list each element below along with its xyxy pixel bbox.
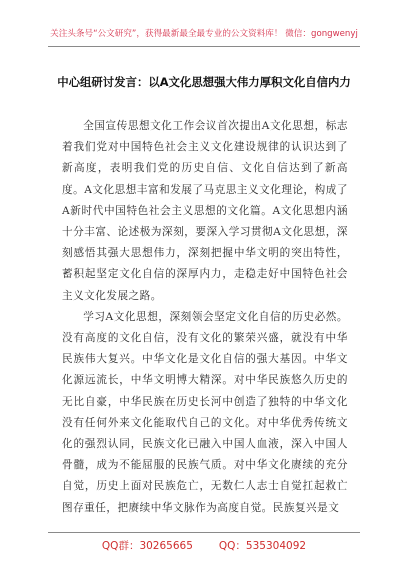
header-notice: 关注头条号“公文研究”，获得最新最全最专业的公文资料库！ 微信：gongwenyj — [50, 29, 358, 39]
footer-contact — [0, 538, 408, 553]
footer-qq-group: QQ群：30265665 — [101, 540, 193, 552]
body-paragraph: 学习A文化思想，深刻领会坚定文化自信的历史必然。没有高度的文化自信，没有文化的繁荣兴盛，就没有中华民族伟大复兴。中华文化是文化自信的强大基因。中华文化源远流长，中华文明博大精深。对中华民族悠久历史的无比自豪，中华民族在历史长河中创造了独特的中华文化没有任何外来文化能取代自己的文化。对中华优秀传统文化的强烈认同，民族文化已融入中国人血液，深入中国人骨髓，成为不能屈服的民族气质。对中华文化赓续的充分自觉，历史上面对民族危亡，无数仁人志士自觉扛起救亡图存重任，把赓续中华文脉作为高度自觉。民族复兴是文 — [62, 310, 348, 514]
footer-divider — [48, 532, 360, 533]
document-title: 中心组研讨发言：以A文化思想强大伟力厚积文化自信内力 — [57, 75, 351, 89]
footer-qq-number: QQ：535304092 — [218, 540, 307, 552]
header-divider — [48, 46, 360, 47]
body-paragraph: 全国宣传思想文化工作会议首次提出A文化思想，标志着我们党对中国特色社会主义文化建设规律的认识达到了新高度，表明我们党的历史自信、文化自信达到了新高度。A文化思想丰富和发展了马克思主义文化理论，构成了A新时代中国特色社会主义思想的文化篇。A文化思想内涵十分丰富、论述极为深刻，要深入学习贯彻A文化思想，深刻感悟其强大思想伟力，深刻把握中华文明的突出特性，蓄积起坚定文化自信的深厚内力，走稳走好中国特色社会主义文化发展之路。 — [62, 120, 348, 302]
document-body — [62, 116, 348, 519]
